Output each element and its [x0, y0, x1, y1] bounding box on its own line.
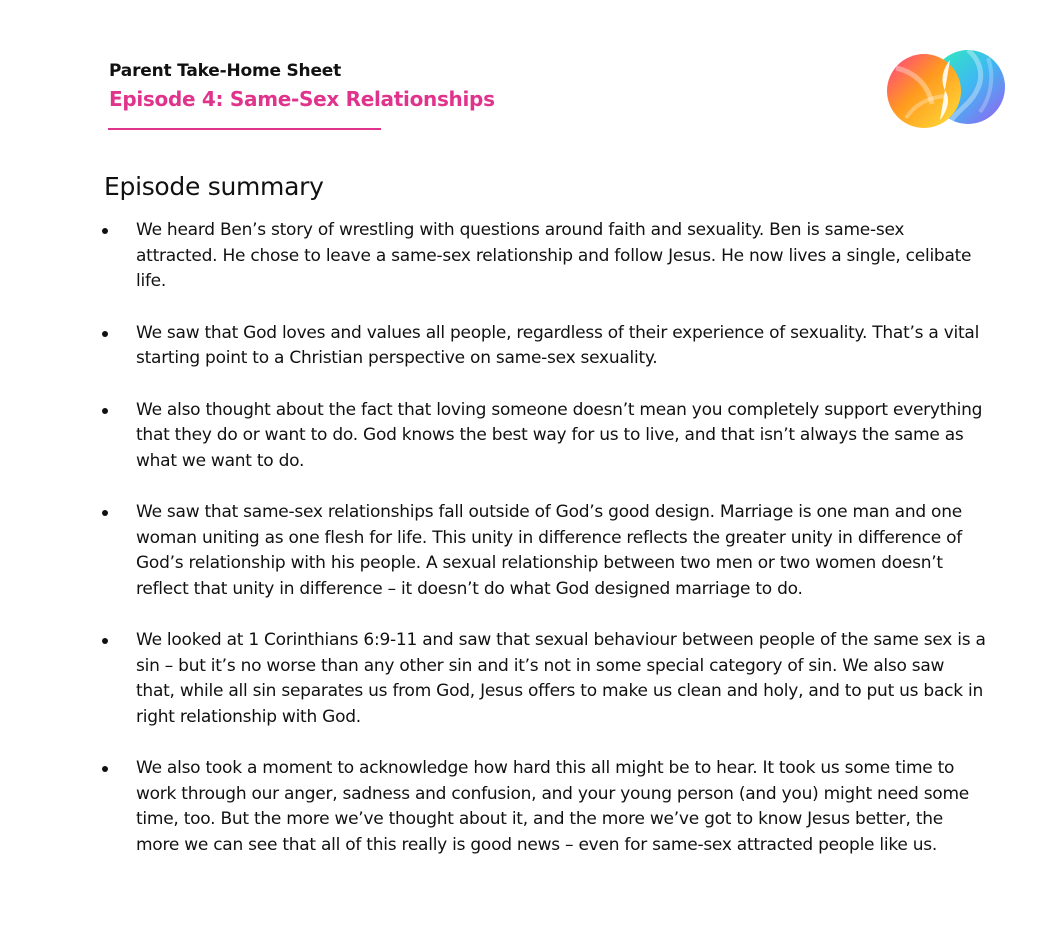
list-item-text: We saw that God loves and values all people, regardless of their experience of sexuality. That’s a vital starting point to a Christian perspective on same-sex sexuality.: [136, 322, 980, 368]
list-item-text: We heard Ben’s story of wrestling with questions around faith and sexuality. Ben is same-sex attracted. He chose to leave a same-sex relationship and follow Jesus. He now lives a single, celibate life.: [136, 220, 972, 291]
summary-list: [0, 218, 1064, 884]
title-underline: [108, 128, 381, 130]
list-item-text: We saw that same-sex relationships fall outside of God’s good design. Marriage is one man and one woman uniting as one flesh for life. This unity in difference reflects the greater unity in difference of God’s relationship with his people. A sexual relationship between two men or two women doesn’t reflect that unity in difference – it doesn’t do what God designed marriage to do.: [136, 502, 962, 599]
list-item: [0, 756, 1064, 858]
section-heading: Episode summary: [104, 172, 324, 201]
sheet-label: Parent Take-Home Sheet: [109, 61, 342, 81]
list-item-text: We also thought about the fact that loving someone doesn’t mean you completely support everything that they do or want to do. God knows the best way for us to live, and that isn’t always the same as what we want to do.: [136, 399, 983, 471]
list-item: [0, 321, 1064, 372]
list-item: [0, 500, 1064, 602]
bullet-icon: [102, 510, 108, 516]
bullet-icon: [102, 331, 108, 337]
bullet-icon: [102, 638, 108, 644]
bullet-icon: [102, 228, 108, 234]
episode-title: Episode 4: Same-Sex Relationships: [109, 87, 495, 111]
list-item-text: We looked at 1 Corinthians 6:9-11 and saw that sexual behaviour between people of the same sex is a sin – but it’s no worse than any other sin and it’s not in some special category of sin. We also saw that, while all sin separates us from God, Jesus offers to make us clean and holy, and to put us back in right relationship with God.: [136, 630, 986, 727]
list-item: [0, 628, 1064, 730]
document-header: [109, 60, 495, 113]
list-item: [0, 218, 1064, 295]
brand-logo-icon: [884, 48, 1008, 130]
bullet-icon: [102, 408, 108, 414]
bullet-icon: [102, 766, 108, 772]
list-item-text: We also took a moment to acknowledge how hard this all might be to hear. It took us some time to work through our anger, sadness and confusion, and your young person (and you) might need some time, too. But the more we’ve thought about it, and the more we’ve got to know Jesus better, the more we can see that all of this really is good news – even for same-sex attracted people like us.: [136, 758, 969, 855]
list-item: [0, 398, 1064, 475]
